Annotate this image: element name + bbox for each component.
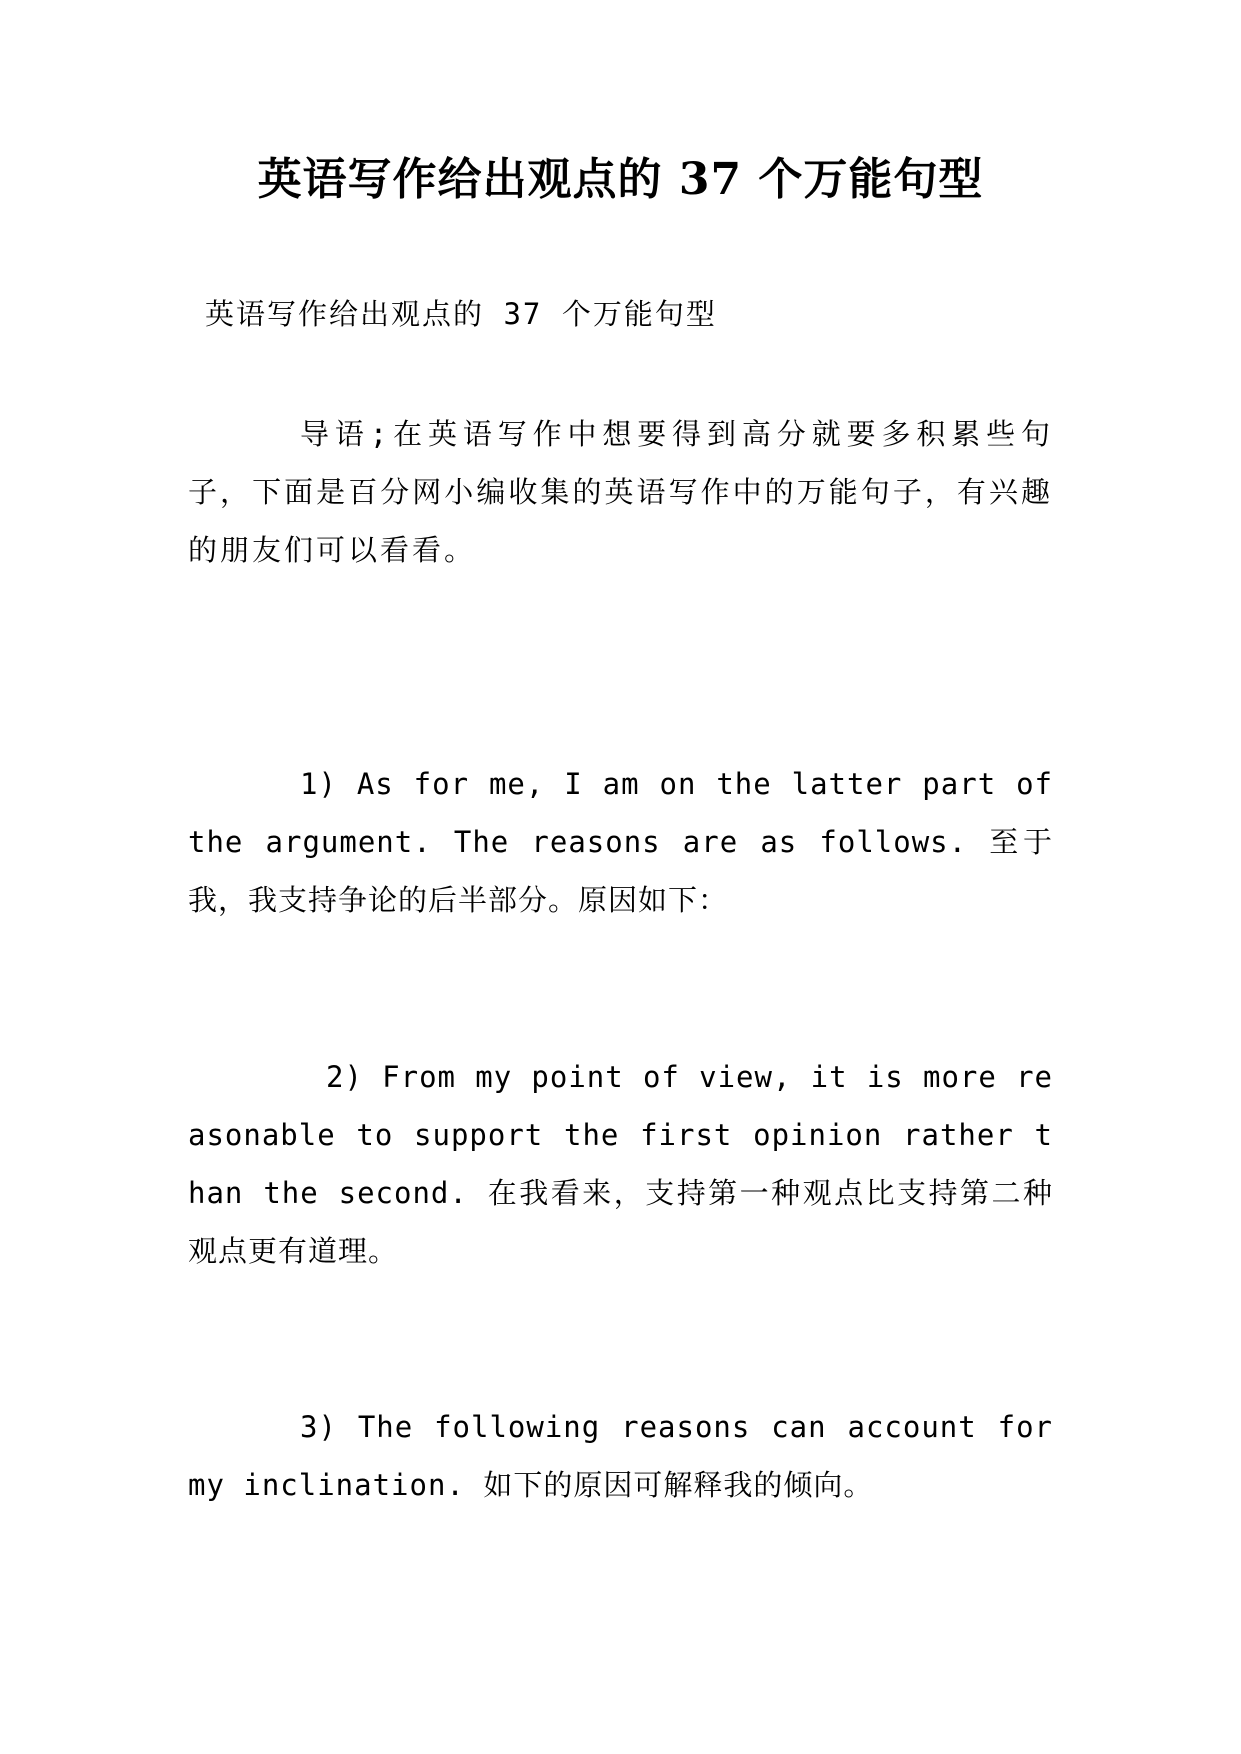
document-title: 英语写作给出观点的 37 个万能句型 [257, 154, 984, 205]
sentence-paragraph-2: 2) From my point of view, it is more reasonable to support the first opinion rather than the second. 在我看来，支持第一种观点比支持第二种观点更有道理。 [188, 1060, 1053, 1268]
sentence-paragraph-3: 3) The following reasons can account for my inclination. 如下的原因可解释我的倾向。 [188, 1410, 1053, 1502]
document-subtitle: 英语写作给出观点的 37 个万能句型 [205, 297, 717, 331]
intro-paragraph: 导语;在英语写作中想要得到高分就要多积累些句子，下面是百分网小编收集的英语写作中的万能句子，有兴趣的朋友们可以看看。 [188, 417, 1053, 567]
sentence-paragraph-1: 1) As for me, I am on the latter part of the argument. The reasons are as follows. 至于我，我支持争论的后半部分。原因如下： [188, 767, 1053, 917]
